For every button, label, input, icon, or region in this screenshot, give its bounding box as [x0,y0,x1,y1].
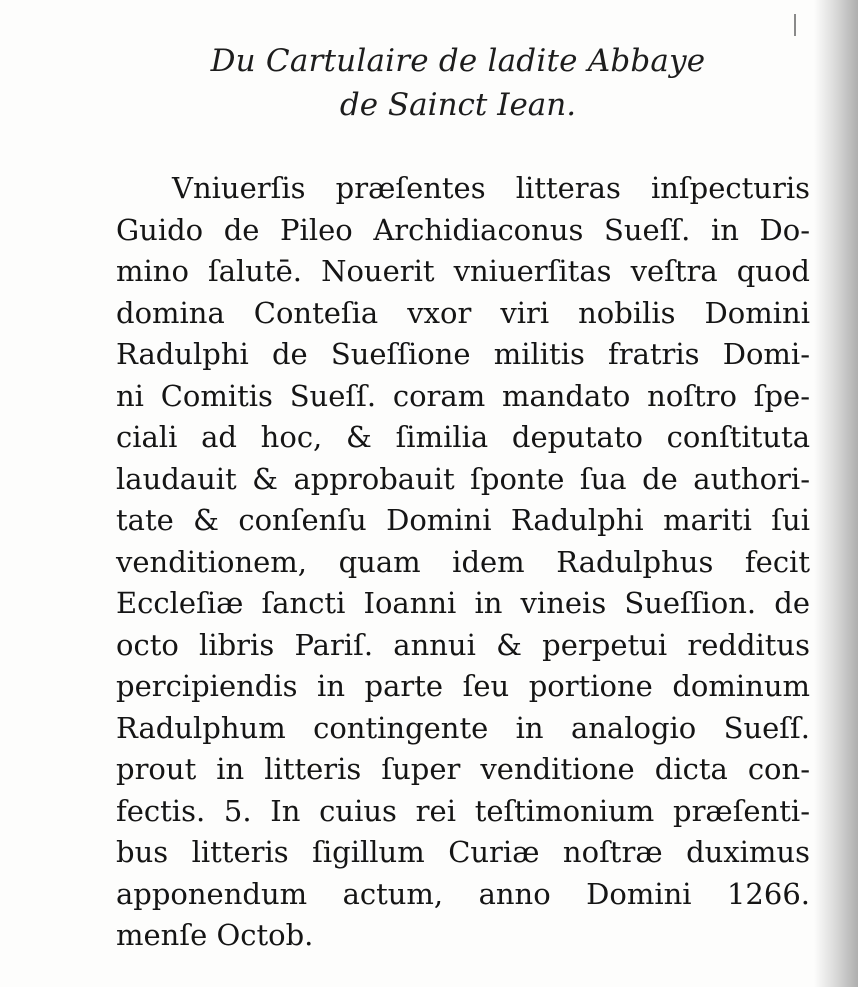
text-line: Guido de Pileo Archidiaconus Sueſſ. in Do- [116,212,810,247]
text-line: laudauit & approbauit ſponte ſua de authori- [116,461,810,496]
text-line: mino ſalutē. Nouerit vniuerſitas veſtra quod [116,254,810,288]
charter-text [116,168,810,957]
page-edge-shadow [814,0,858,987]
text-line: Radulphum contingente in analogio Sueſſ. [116,710,810,745]
text-line: Eccleſiæ ſancti Ioanni in vineis Sueſſion. de [116,586,810,620]
edge-mark [794,14,796,36]
text-line: apponendum actum, anno Domini 1266. [116,876,810,911]
text-line: ciali ad hoc, & ſimilia deputato conſtituta [116,420,810,454]
text-line: tate & conſenſu Domini Radulphi mariti ſui [116,503,810,537]
text-line: domina Conteſia vxor viri nobilis Domini [116,295,810,330]
text-line: octo libris Pariſ. annui & perpetui redditus [116,627,810,662]
text-line: venditionem, quam idem Radulphus fecit [116,544,810,579]
text-line: fectis. 5. In cuius rei teſtimonium præſenti- [116,793,810,828]
text-line: ni Comitis Sueſſ. coram mandato noſtro ſpe- [116,378,810,413]
heading-line-2: de Sainct Iean. [339,87,577,123]
text-line: percipiendis in parte ſeu portione dominum [116,669,810,703]
text-line: Vniuerſis præſentes litteras inſpecturis [172,171,810,205]
text-line: bus litteris ſigillum Curiæ noſtræ duximus [116,835,810,869]
heading-line-1: Du Cartulaire de ladite Abbaye [210,43,706,79]
text-line: prout in litteris ſuper venditione dicta con- [116,752,810,786]
text-line: menſe Octob. [116,918,314,952]
text-line: Radulphi de Sueſſione militis fratris Domi- [116,337,810,371]
